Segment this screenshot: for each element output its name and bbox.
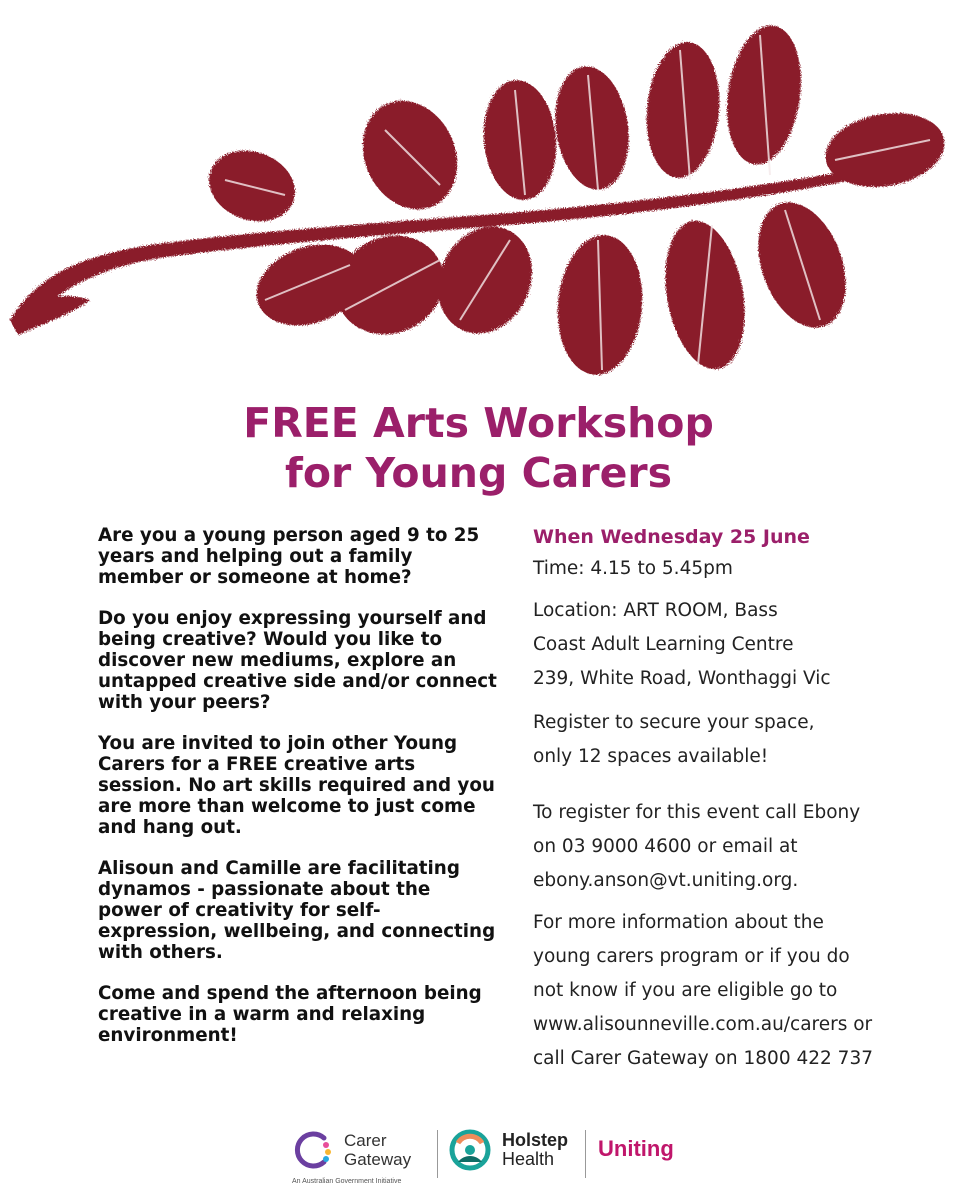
sponsor-logos (0, 1118, 957, 1200)
carer-gateway-logo (292, 1128, 411, 1172)
event-time: Time: 4.15 to 5.45pm (533, 558, 733, 579)
holstep-health-logo (448, 1128, 568, 1172)
register-line-1: Register to secure your space, (533, 712, 815, 733)
logo-divider (585, 1130, 586, 1178)
carer-gateway-line-2: Gateway (344, 1150, 412, 1169)
paragraph-creative: Do you enjoy expressing yourself and being creative? Would you like to discover new mediums, explore an untapped creative side and/or connect with your peers? (98, 608, 497, 713)
leaf-print-illustration (0, 0, 957, 395)
contact-email[interactable]: ebony.anson@vt.uniting.org. (533, 870, 799, 891)
uniting-logo: Uniting (598, 1136, 674, 1161)
event-title (0, 398, 957, 498)
info-line-1: For more information about the (533, 912, 824, 933)
paragraph-eligibility: Are you a young person aged 9 to 25 years and helping out a family member or someone at home? (98, 525, 480, 588)
info-website-link[interactable]: www.alisounneville.com.au/carers or (533, 1014, 873, 1035)
register-line-2: only 12 spaces available! (533, 746, 769, 767)
paragraph-invitation: You are invited to join other Young Carers for a FREE creative arts session. No art skills required and you are more than welcome to just come and hang out. (98, 733, 495, 838)
details-column (533, 522, 933, 1076)
title-line-2: for Young Carers (285, 449, 672, 497)
paragraph-closing: Come and spend the afternoon being creative in a warm and relaxing environment! (98, 983, 482, 1046)
location-line-2: Coast Adult Learning Centre (533, 634, 794, 655)
carer-gateway-line-1: Carer (344, 1131, 387, 1150)
location-line-3: 239, White Road, Wonthaggi Vic (533, 668, 831, 689)
location-line-1: Location: ART ROOM, Bass (533, 600, 778, 621)
paragraph-facilitators: Alisoun and Camille are facilitating dynamos - passionate about the power of creativity for self-expression, wellbeing, and connecting with others. (98, 858, 496, 963)
contact-line-2: on 03 9000 4600 or email at (533, 836, 798, 857)
description-column (98, 525, 498, 1066)
carer-gateway-icon (292, 1128, 336, 1172)
title-line-1: FREE Arts Workshop (243, 399, 714, 447)
info-line-5: call Carer Gateway on 1800 422 737 (533, 1048, 873, 1069)
contact-line-1: To register for this event call Ebony (533, 802, 861, 823)
holstep-health-icon (448, 1128, 492, 1172)
holstep-line-2: Health (502, 1149, 555, 1169)
holstep-line-1: Holstep (502, 1130, 569, 1150)
logo-divider (437, 1130, 438, 1178)
event-date: When Wednesday 25 June (533, 526, 810, 548)
info-line-2: young carers program or if you do (533, 946, 850, 967)
carer-gateway-subtitle: An Australian Government Initiative (292, 1178, 402, 1185)
info-line-3: not know if you are eligible go to (533, 980, 838, 1001)
